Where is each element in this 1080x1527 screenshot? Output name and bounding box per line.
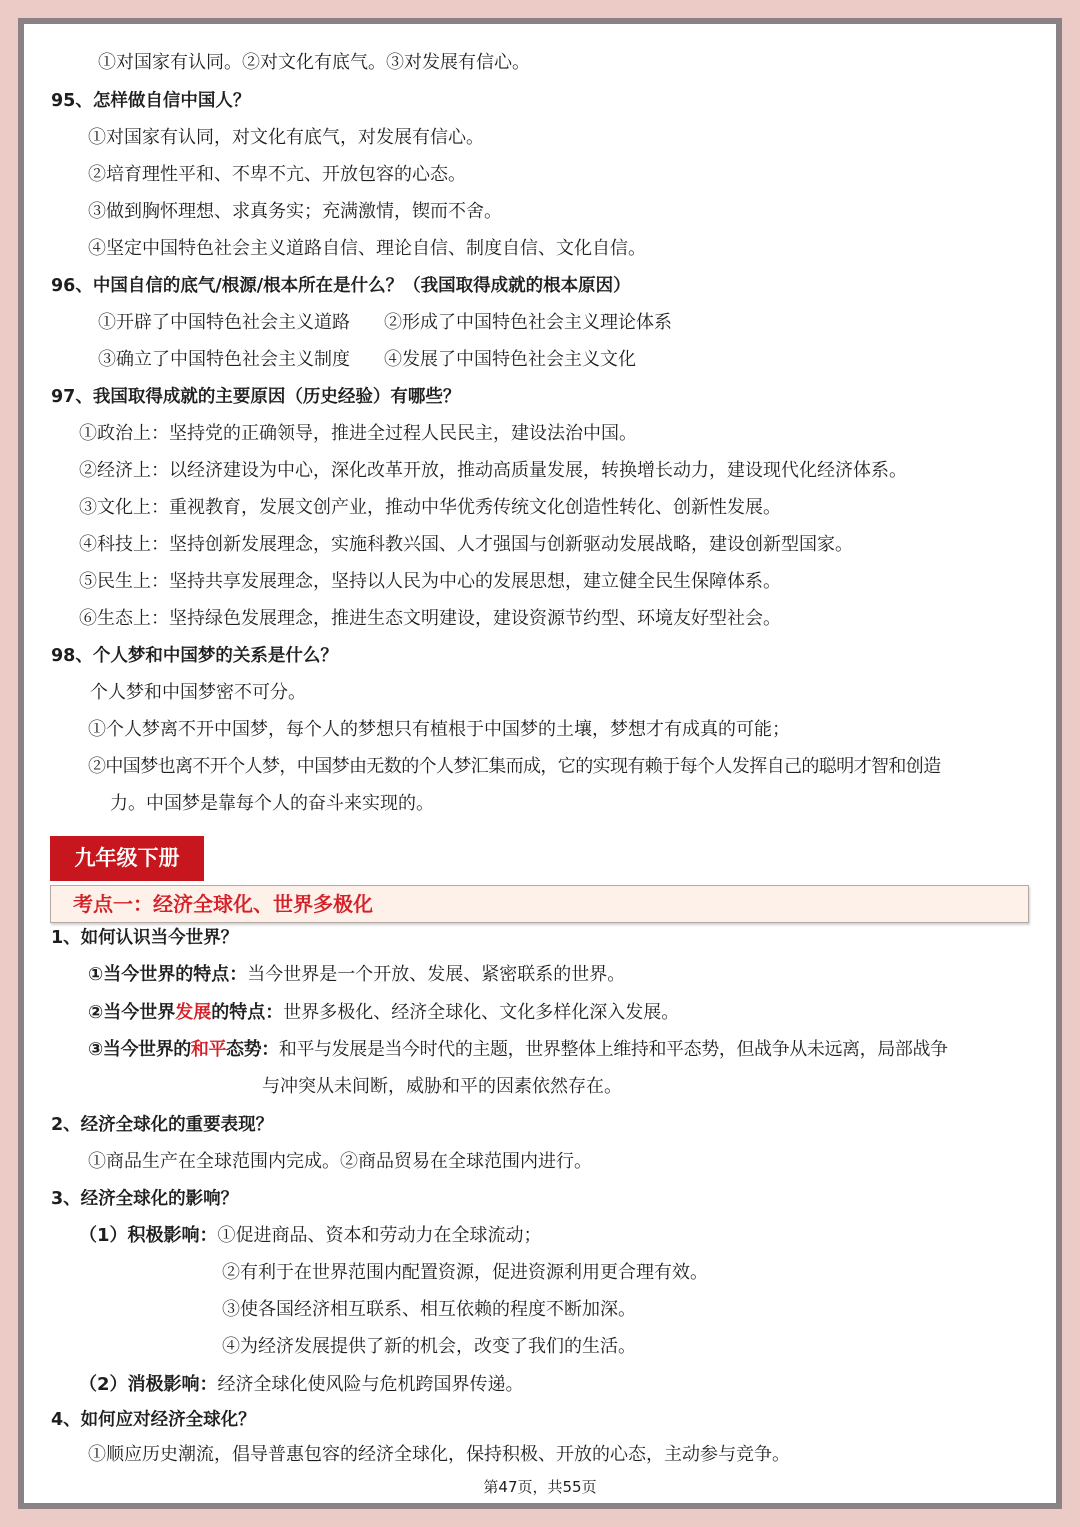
t1-point-b-highlight: 发展 [175,1002,212,1023]
q96-title: 96、中国自信的底气/根源/根本所在是什么？（我国取得成就的根本原因） [51,276,631,296]
q97-item: ⑥生态上：坚持绿色发展理念，推进生态文明建设，建设资源节约型、环境友好型社会。 [79,608,781,629]
q95-item: ①对国家有认同，对文化有底气，对发展有信心。 [88,127,484,148]
q98-title: 98、个人梦和中国梦的关系是什么？ [51,646,338,666]
t1-point-c-cont: 与冲突从未间断，威胁和平的因素依然存在。 [262,1076,622,1097]
t4-title: 4、如何应对经济全球化？ [51,1410,256,1430]
q96-item: ④发展了中国特色社会主义文化 [384,349,636,370]
t3-positive-label: （1）积极影响： [79,1225,218,1246]
q94-answer-line: ①对国家有认同。②对文化有底气。③对发展有信心。 [98,52,530,73]
t1-point-a-text: 当今世界是一个开放、发展、紧密联系的世界。 [247,964,626,985]
t1-point-a-label: ①当今世界的特点： [88,964,248,985]
t3-positive-item: ②有利于在世界范围内配置资源，促进资源利用更合理有效。 [222,1262,708,1283]
q98-item-cont: 力。中国梦是靠每个人的奋斗来实现的。 [110,793,434,814]
t3-positive [79,1223,542,1249]
q95-item: ④坚定中国特色社会主义道路自信、理论自信、制度自信、文化自信。 [88,238,646,259]
q97-item: ②经济上：以经济建设为中心，深化改革开放，推动高质量发展，转换增长动力，建设现代化经济体系。 [79,460,907,481]
t1-point-c-label: ③当今世界的 [88,1039,191,1060]
topic-header [50,885,1029,923]
t1-point-b-text: 世界多极化、经济全球化、文化多样化深入发展。 [283,1002,680,1023]
q97-item: ③文化上：重视教育，发展文创产业，推动中华优秀传统文化创造性转化、创新性发展。 [79,497,781,518]
t1-point-c-text: 和平与发展是当今时代的主题，世界整体上维持和平态势，但战争从未远离，局部战争 [278,1039,948,1060]
t3-negative-text: 经济全球化使风险与危机跨国界传递。 [217,1374,524,1395]
q98-item: ①个人梦离不开中国梦，每个人的梦想只有植根于中国梦的土壤，梦想才有成真的可能； [88,719,790,740]
q98-item: ②中国梦也离不开个人梦，中国梦由无数的个人梦汇集而成，它的实现有赖于每个人发挥自己的聪明才智和创造 [88,756,941,777]
q96-item: ①开辟了中国特色社会主义道路 [98,312,350,333]
q95-item: ③做到胸怀理想、求真务实；充满激情，锲而不舍。 [88,201,502,222]
q96-item: ②形成了中国特色社会主义理论体系 [384,312,672,333]
page-number: 第47页，共55页 [483,1478,597,1496]
q98-intro: 个人梦和中国梦密不可分。 [90,682,306,703]
t3-positive-item: ③使各国经济相互联系、相互依赖的程度不断加深。 [222,1299,636,1320]
q97-item: ①政治上：坚持党的正确领导，推进全过程人民民主，建设法治中国。 [79,423,637,444]
q95-item: ②培育理性平和、不卑不亢、开放包容的心态。 [88,164,466,185]
t2-text: ①商品生产在全球范围内完成。②商品贸易在全球范围内进行。 [88,1151,592,1172]
topic-title: 考点一：经济全球化、世界多极化 [73,892,373,916]
t3-title: 3、经济全球化的影响？ [51,1189,239,1209]
t3-negative-label: （2）消极影响： [79,1374,218,1395]
t1-point-b-label-end: 的特点： [211,1002,284,1023]
t1-point-c [88,1037,948,1063]
t3-positive-item: ①促进商品、资本和劳动力在全球流动； [217,1225,542,1246]
grade-banner: 九年级下册 [50,836,204,881]
t1-point-b-label: ②当今世界 [88,1002,176,1023]
t1-point-a [88,962,625,988]
t3-negative [79,1372,524,1398]
t1-point-b [88,1000,679,1026]
t1-title: 1、如何认识当今世界？ [51,928,239,948]
t3-positive-item: ④为经济发展提供了新的机会，改变了我们的生活。 [222,1336,636,1357]
t1-point-c-label-end: 态势： [226,1039,279,1060]
t1-point-c-highlight: 和平 [190,1039,227,1060]
q97-item: ④科技上：坚持创新发展理念，实施科教兴国、人才强国与创新驱动发展战略，建设创新型国家。 [79,534,853,555]
q95-title: 95、怎样做自信中国人？ [51,91,251,111]
q97-title: 97、我国取得成就的主要原因（历史经验）有哪些？ [51,387,461,407]
t4-item: ①顺应历史潮流，倡导普惠包容的经济全球化，保持积极、开放的心态，主动参与竞争。 [88,1444,790,1465]
q97-item: ⑤民生上：坚持共享发展理念，坚持以人民为中心的发展思想，建立健全民生保障体系。 [79,571,781,592]
q96-item: ③确立了中国特色社会主义制度 [98,349,350,370]
t2-title: 2、经济全球化的重要表现？ [51,1115,274,1135]
